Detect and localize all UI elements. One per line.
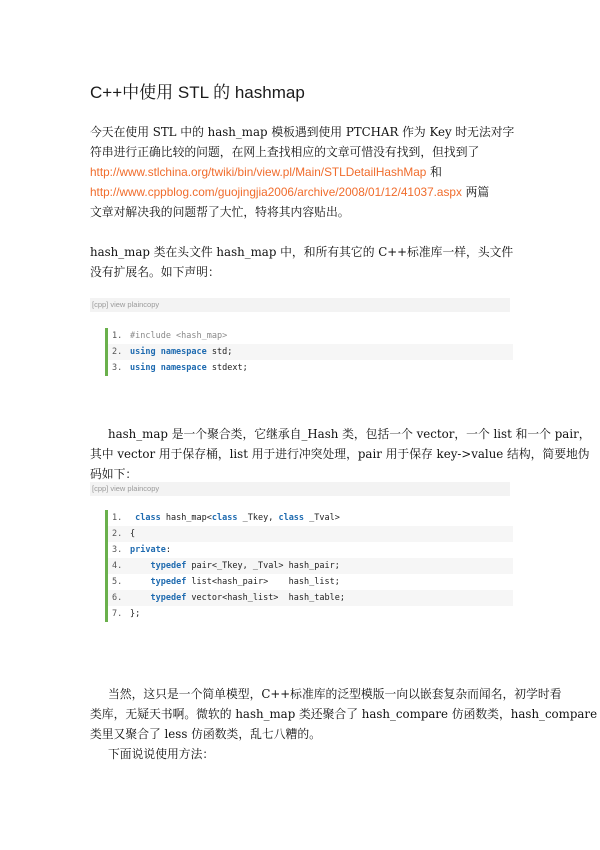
intro-line-5: 文章对解决我的问题帮了大忙，特将其内容贴出。 [90,205,350,219]
code-token [130,561,150,571]
line-number: 7. [112,609,123,619]
code-token [130,593,150,603]
para3-line-2: 其中 vector 用于保存桶，list 用于进行冲突处理，pair 用于保存 key->value 结构，简要地伪 [90,447,590,461]
line-number: 3. [112,363,123,373]
code-token: _Tval> [304,513,340,523]
code-token: using namespace [130,347,207,357]
usage-paragraph [90,684,598,764]
intro-line-4 [90,182,520,202]
code-line [108,328,513,344]
code-token: }; [130,609,141,619]
hashmap-header-paragraph [90,242,520,282]
code-token: list<hash_pair> hash_list; [186,577,340,587]
stlchina-link[interactable]: http://www.stlchina.org/twiki/bin/view.pl/Main/STLDetailHashMap [90,165,427,179]
code-token: private [130,545,166,555]
hashmap-structure-paragraph [90,424,591,484]
intro-line-3 [90,162,520,182]
code-token: stdext; [206,363,248,373]
code-line [108,542,513,558]
page-title: C++中使用 STL 的 hashmap [90,83,305,102]
code-line [108,606,513,622]
code-token: typedef [150,577,187,587]
para4-line-2: 类库，无疑天书啊。微软的 hash_map 类还聚合了 hash_compare 仿函数类，hash_compare [90,707,598,721]
code-line [108,526,513,542]
intro-line-1: 今天在使用 STL 中的 hash_map 模板遇到使用 PTCHAR 作为 Key 时无法对字 [90,125,515,139]
para4-line-4: 下面说说使用方法： [108,747,215,761]
code-token: _Tkey, [237,513,279,523]
para4-line-3: 类里又聚合了 less 仿函数类，乱七八糟的。 [90,727,321,741]
para2-line-1: hash_map 类在头文件 hash_map 中，和所有其它的 C++标准库一样，头文件 [90,245,514,259]
code-token: { [130,529,136,539]
code-token: : [165,545,171,555]
code-token: class [278,513,305,523]
code-token: std; [206,347,233,357]
intro-paragraph [90,122,520,222]
code-line [108,558,513,574]
code-block-1 [105,328,513,376]
code-line [108,510,513,526]
code-token: typedef [150,561,187,571]
code-token: pair<_Tkey, _Tval> hash_pair; [186,561,340,571]
intro-line-2: 符串进行正确比较的问题，在网上查找相应的文章可惜没有找到，但找到了 [90,145,480,159]
code-token: vector<hash_list> hash_table; [186,593,345,603]
code-line [108,344,513,360]
para2-line-2: 没有扩展名。如下声明： [90,265,220,279]
line-number: 2. [112,529,123,539]
line-number: 6. [112,593,123,603]
para4-line-1: 当然，这只是一个简单模型，C++标准库的泛型模版一向以嵌套复杂而闻名，初学时看 [108,687,562,701]
line-number: 1. [112,331,123,341]
line-number: 5. [112,577,123,587]
para3-line-1: hash_map 是一个聚合类，它继承自_Hash 类，包括一个 vector，一个 list 和一个 pair， [108,427,591,441]
code-token: class [135,513,161,523]
line-number: 1. [112,513,123,523]
line-number: 3. [112,545,123,555]
code-token: #include <hash_map> [130,331,228,341]
cppblog-link[interactable]: http://www.cppblog.com/guojingjia2006/archive/2008/01/12/41037.aspx [90,185,462,199]
code-token [130,577,150,587]
code-toolbar-1[interactable]: [cpp] view plaincopy [90,298,510,312]
code-line [108,590,513,606]
para3-line-3: 码如下： [90,467,138,481]
intro-and: 和 [426,165,442,179]
line-number: 4. [112,561,123,571]
code-toolbar-2[interactable]: [cpp] view plaincopy [90,482,510,496]
code-token: typedef [150,593,187,603]
code-token: hash_map< [160,513,212,523]
code-block-2 [105,510,513,622]
intro-tail: 两篇 [461,185,490,199]
code-line [108,360,513,376]
code-token: using namespace [130,363,207,373]
code-line [108,574,513,590]
line-number: 2. [112,347,123,357]
code-token: class [211,513,238,523]
